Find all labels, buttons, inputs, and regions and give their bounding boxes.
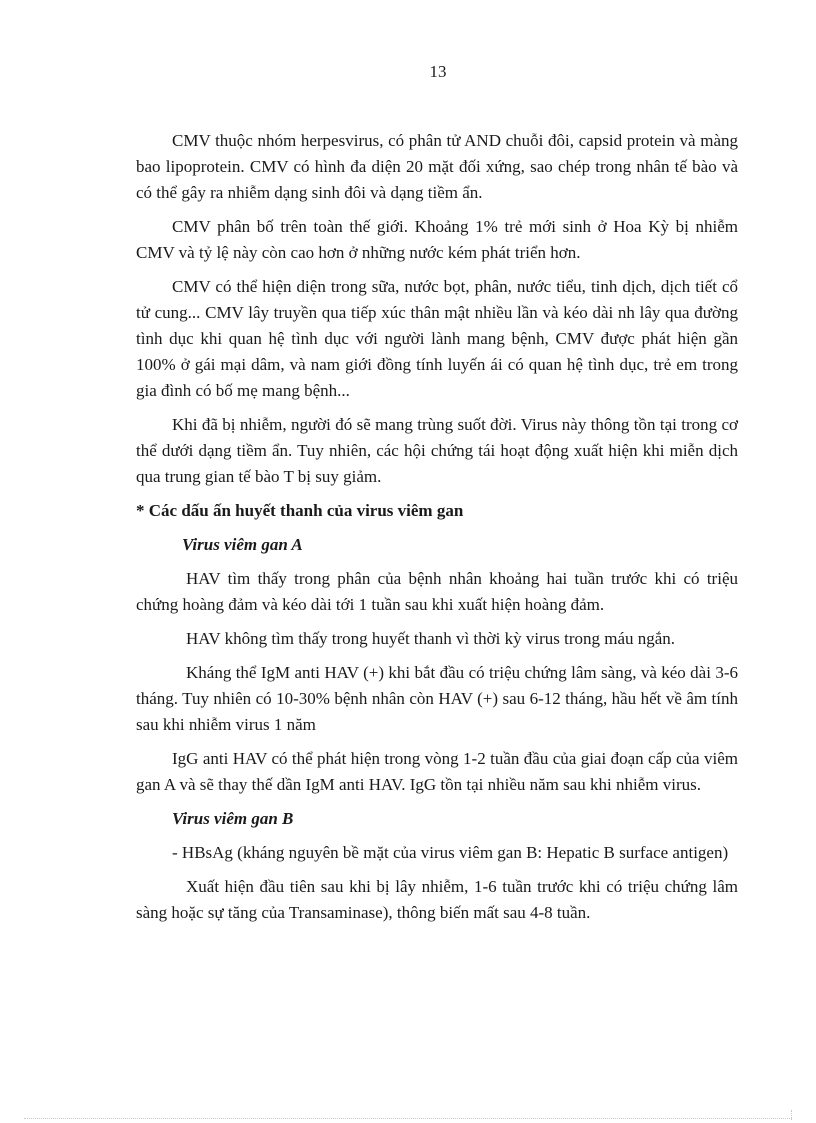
- paragraph-igm-anti-hav: Kháng thể IgM anti HAV (+) khi bắt đầu có triệu chứng lâm sàng, và kéo dài 3-6 tháng. Tuy nhiên có 10-30% bệnh nhân còn HAV (+) sau 6-12 tháng, hầu hết về âm tính sau khi nhiễm virus 1 năm: [136, 663, 738, 734]
- document-body: [136, 128, 738, 934]
- paragraph-cmv-structure: CMV thuộc nhóm herpesvirus, có phân tử AND chuỗi đôi, capsid protein và màng bao lipoprotein. CMV có hình đa diện 20 mặt đối xứng, sao chép trong nhân tế bào và có thể gây ra nhiễm dạng sinh đôi và dạng tiềm ẩn.: [136, 131, 738, 202]
- subheading-hepatitis-a: Virus viêm gan A: [182, 535, 303, 554]
- paragraph-igg-anti-hav: IgG anti HAV có thể phát hiện trong vòng 1-2 tuần đầu của giai đoạn cấp của viêm gan A và sẽ thay thế dần IgM anti HAV. IgG tồn tại nhiều năm sau khi nhiễm virus.: [136, 749, 738, 794]
- paragraph-hbsag-definition: - HBsAg (kháng nguyên bề mặt của virus viêm gan B: Hepatic B surface antigen): [172, 843, 729, 862]
- paragraph-cmv-transmission: CMV có thể hiện diện trong sữa, nước bọt, phân, nước tiểu, tinh dịch, dịch tiết cổ tử cung... CMV lây truyền qua tiếp xúc thân mật nhiều lần và kéo dài nh lây qua đường tình dục khi quan hệ tình dục với người lành mang bệnh, CMV được phát hiện gần 100% ở gái mại dâm, và nam giới đồng tính luyến ái có quan hệ tình dục, trẻ em trong gia đình có bố mẹ mang bệnh...: [136, 277, 738, 400]
- subheading-hepatitis-b: Virus viêm gan B: [172, 809, 294, 828]
- section-heading-serology: * Các dấu ấn huyết thanh của virus viêm gan: [136, 501, 464, 520]
- paragraph-hav-serum: HAV không tìm thấy trong huyết thanh vì thời kỳ virus trong máu ngắn.: [186, 629, 676, 648]
- page-bottom-border: [24, 1118, 792, 1119]
- page-number: 13: [429, 62, 447, 81]
- paragraph-hav-stool: HAV tìm thấy trong phân của bệnh nhân khoảng hai tuần trước khi có triệu chứng hoàng đảm và kéo dài tới 1 tuần sau khi xuất hiện hoàng đảm.: [136, 569, 738, 614]
- paragraph-cmv-distribution: CMV phân bố trên toàn thế giới. Khoảng 1% trẻ mới sinh ở Hoa Kỳ bị nhiễm CMV và tỷ lệ này còn cao hơn ở những nước kém phát triển hơn.: [136, 217, 738, 262]
- paragraph-cmv-latency: Khi đã bị nhiễm, người đó sẽ mang trùng suốt đời. Virus này thông tồn tại trong cơ thể dưới dạng tiềm ẩn. Tuy nhiên, các hội chứng tái hoạt động xuất hiện khi miễn dịch qua trung gian tế bào T bị suy giảm.: [136, 415, 738, 486]
- paragraph-hbsag-timing: Xuất hiện đầu tiên sau khi bị lây nhiễm, 1-6 tuần trước khi có triệu chứng lâm sàng hoặc sự tăng của Transaminase), thông biến mất sau 4-8 tuần.: [136, 877, 738, 922]
- page-corner-mark: [791, 1110, 792, 1120]
